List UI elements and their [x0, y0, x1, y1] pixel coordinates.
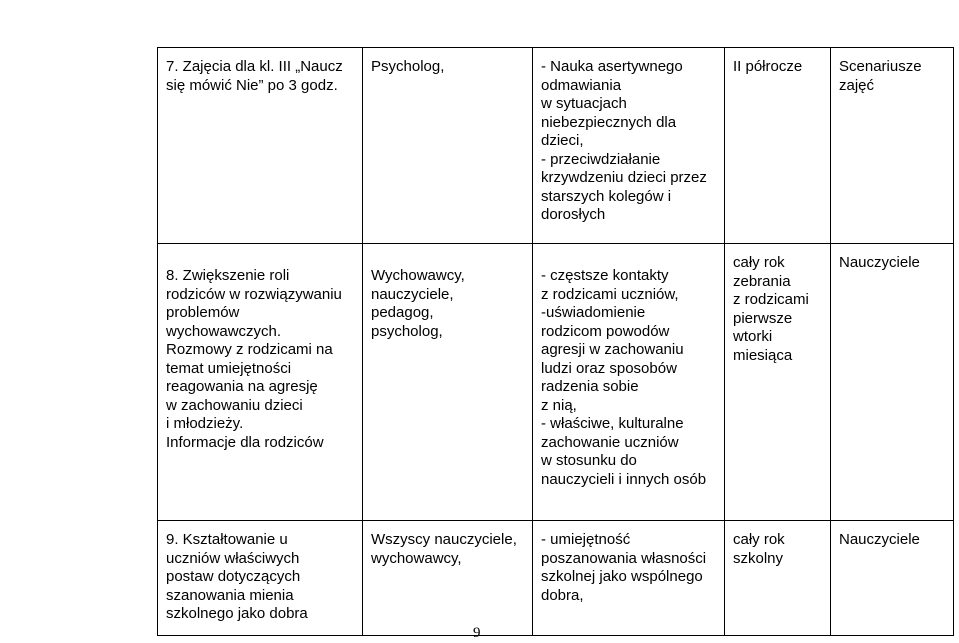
cell-line: reagowania na agresję: [166, 378, 318, 395]
cell-line: odmawiania: [541, 76, 622, 94]
cell-topic: [158, 521, 363, 636]
cell-lines: [839, 531, 947, 550]
cell-line: zachowanie uczniów: [541, 433, 679, 451]
cell-line: - Nauka asertywnego: [541, 58, 683, 75]
cell-line: ludzi oraz sposobów: [541, 359, 677, 377]
cell-line: Scenariusze: [839, 58, 922, 75]
cell-line: wychowawczych.: [166, 322, 282, 340]
cell-line: psycholog,: [371, 322, 443, 340]
cell-responsible: [831, 521, 954, 636]
cell-line: - przeciwdziałanie: [541, 150, 661, 168]
cell-line: poszanowania własności: [541, 549, 707, 567]
cell-line: dorosłych: [541, 206, 606, 223]
cell-line: cały rok: [733, 254, 785, 271]
cell-line: Wszyscy nauczyciele,: [371, 531, 517, 548]
cell-line: 7. Zajęcia dla kl. III „Naucz: [166, 58, 343, 75]
cell-lines: [541, 531, 718, 605]
cell-line: radzenia sobie: [541, 378, 639, 395]
cell-line: Wychowawcy,: [371, 267, 465, 284]
cell-lines: [733, 531, 824, 568]
cell-line: - właściwe, kulturalne: [541, 415, 684, 432]
cell-line: w stosunku do: [541, 452, 637, 469]
cell-lines: [839, 254, 947, 273]
cell-line: dzieci,: [541, 132, 584, 149]
cell-line: agresji w zachowaniu: [541, 341, 684, 358]
cell-lines: [166, 58, 356, 95]
cell-lines: [839, 58, 947, 95]
cell-line: niebezpiecznych dla: [541, 113, 677, 131]
cell-line: uczniów właściwych: [166, 549, 300, 567]
cell-topic: [158, 48, 363, 244]
table-row: [158, 48, 954, 244]
cell-line: - umiejętność: [541, 531, 631, 548]
cell-lines: [371, 267, 526, 341]
cell-line: starszych kolegów i: [541, 187, 672, 205]
cell-content: [533, 244, 725, 521]
cell-line: nauczyciele,: [371, 285, 454, 303]
cell-line: szkolny: [733, 549, 784, 567]
table-row: [158, 244, 954, 521]
cell-lines: [541, 267, 718, 489]
cell-when: [725, 521, 831, 636]
plan-table: [157, 47, 954, 636]
cell-responsible: [831, 244, 954, 521]
cell-line: szkolnej jako wspólnego: [541, 568, 703, 585]
table-row: [158, 521, 954, 636]
cell-line: pedagog,: [371, 304, 434, 321]
cell-line: II półrocze: [733, 58, 803, 75]
cell-line: Psycholog,: [371, 58, 445, 75]
cell-line: wychowawcy,: [371, 549, 462, 567]
cell-line: z rodzicami: [733, 291, 809, 308]
cell-when: [725, 48, 831, 244]
cell-line: dobra,: [541, 586, 584, 604]
cell-line: Nauczyciele: [839, 254, 920, 271]
cell-line: problemów: [166, 304, 240, 321]
cell-line: w zachowaniu dzieci: [166, 396, 303, 414]
cell-line: 9. Kształtowanie u: [166, 531, 288, 548]
cell-line: się mówić Nie” po 3 godz.: [166, 76, 338, 94]
cell-line: -uświadomienie: [541, 304, 646, 321]
cell-line: szkolnego jako dobra: [166, 605, 308, 622]
cell-line: Nauczyciele: [839, 531, 920, 548]
cell-lines: [166, 267, 356, 452]
cell-who: [363, 521, 533, 636]
cell-line: temat umiejętności: [166, 359, 292, 377]
cell-lines: [166, 531, 356, 624]
cell-line: postaw dotyczących: [166, 568, 301, 585]
cell-content: [533, 48, 725, 244]
cell-who: [363, 244, 533, 521]
cell-lines: [371, 531, 526, 568]
page-number: 9: [473, 625, 481, 641]
cell-line: - częstsze kontakty: [541, 267, 669, 284]
cell-lines: [371, 58, 526, 77]
cell-line: miesiąca: [733, 346, 793, 364]
cell-line: z rodzicami uczniów,: [541, 285, 679, 303]
cell-line: zajęć: [839, 76, 875, 94]
cell-responsible: [831, 48, 954, 244]
cell-who: [363, 48, 533, 244]
cell-lines: [733, 254, 824, 365]
cell-lines: [733, 58, 824, 77]
cell-line: szanowania mienia: [166, 586, 294, 604]
cell-line: z nią,: [541, 396, 577, 414]
cell-topic: [158, 244, 363, 521]
cell-line: 8. Zwiększenie roli: [166, 267, 290, 284]
cell-line: rodziców w rozwiązywaniu: [166, 285, 342, 303]
cell-when: [725, 244, 831, 521]
cell-line: cały rok: [733, 531, 785, 548]
cell-line: Rozmowy z rodzicami na: [166, 341, 333, 358]
cell-lines: [541, 58, 718, 225]
cell-line: w sytuacjach: [541, 95, 627, 112]
cell-line: pierwsze: [733, 309, 793, 327]
cell-line: rodzicom powodów: [541, 322, 670, 340]
cell-line: zebrania: [733, 272, 791, 290]
cell-line: krzywdzeniu dzieci przez: [541, 169, 707, 186]
cell-line: Informacje dla rodziców: [166, 433, 324, 451]
cell-line: wtorki: [733, 328, 773, 345]
cell-line: nauczycieli i innych osób: [541, 470, 707, 488]
cell-line: i młodzieży.: [166, 415, 244, 432]
cell-content: [533, 521, 725, 636]
